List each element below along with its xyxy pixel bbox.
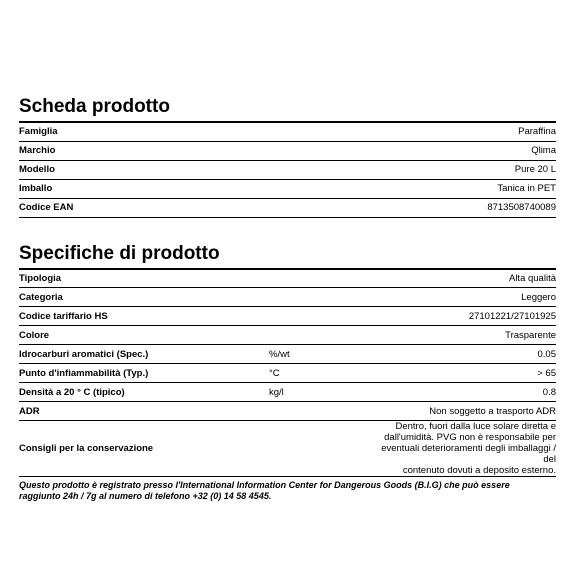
- table-row: [19, 160, 556, 179]
- table-row: [19, 269, 556, 288]
- table-row: [19, 345, 556, 364]
- specifiche-table: [19, 268, 556, 478]
- row-label: Categoria: [19, 288, 269, 307]
- row-value: Alta qualità: [379, 269, 556, 288]
- row-value: 8713508740089: [379, 198, 556, 217]
- row-value: 0.05: [379, 345, 556, 364]
- table-row: [19, 179, 556, 198]
- row-value: Qlima: [379, 141, 556, 160]
- storage-line: dall'umidità. PVG non è responsabile per: [384, 432, 556, 443]
- row-label: ADR: [19, 402, 269, 421]
- row-value: Pure 20 L: [379, 160, 556, 179]
- table-row: [19, 307, 556, 326]
- row-label: Marchio: [19, 141, 379, 160]
- section-title-specifiche: Specifiche di prodotto: [19, 242, 220, 264]
- row-label: Codice tariffario HS: [19, 307, 269, 326]
- row-value: Paraffina: [379, 122, 556, 141]
- storage-line: Dentro, fuori dalla luce solare diretta e: [395, 421, 556, 432]
- row-label: Punto d'infiammabilità (Typ.): [19, 364, 269, 383]
- row-unit: [269, 326, 379, 345]
- row-value: > 65: [379, 364, 556, 383]
- table-row: [19, 383, 556, 402]
- table-row: [19, 364, 556, 383]
- storage-line: eventuali deterioramenti degli imballaggi / del: [381, 443, 556, 465]
- row-label: Codice EAN: [19, 198, 379, 217]
- registration-note: Questo prodotto è registrato presso l'International Information Center for Dangerous Goods (B.I.G) che può essere raggiunto 24h / 7g al numero di telefono +32 (0) 14 58 4545.: [19, 480, 510, 501]
- row-unit: [269, 307, 379, 326]
- row-unit: [269, 269, 379, 288]
- row-label: Colore: [19, 326, 269, 345]
- table-row: [19, 198, 556, 217]
- row-label: Famiglia: [19, 122, 379, 141]
- row-label: Idrocarburi aromatici (Spec.): [19, 345, 269, 364]
- table-row: [19, 326, 556, 345]
- table-row: [19, 141, 556, 160]
- storage-label: Consigli per la conservazione: [19, 421, 379, 477]
- row-label: Modello: [19, 160, 379, 179]
- table-row: [19, 122, 556, 141]
- row-label: Imballo: [19, 179, 379, 198]
- row-value: Tanica in PET: [379, 179, 556, 198]
- section-title-scheda: Scheda prodotto: [19, 96, 170, 117]
- row-value: Trasparente: [379, 326, 556, 345]
- storage-line: contenuto dovuti a deposito esterno.: [402, 465, 556, 476]
- product-sheet: [19, 95, 556, 502]
- table-row: [19, 288, 556, 307]
- table-row: [19, 402, 556, 421]
- row-unit: %/wt: [269, 345, 379, 364]
- row-value: Leggero: [379, 288, 556, 307]
- row-unit: °C: [269, 364, 379, 383]
- storage-value: [379, 421, 556, 477]
- row-unit: [269, 288, 379, 307]
- row-label: Densità a 20 ° C (tipico): [19, 383, 269, 402]
- scheda-table: [19, 121, 556, 218]
- row-unit: [269, 402, 379, 421]
- table-row-storage: [19, 421, 556, 477]
- row-value: 27101221/27101925: [379, 307, 556, 326]
- row-value: 0.8: [379, 383, 556, 402]
- row-value: Non soggetto a trasporto ADR: [379, 402, 556, 421]
- row-label: Tipologia: [19, 269, 269, 288]
- row-unit: kg/l: [269, 383, 379, 402]
